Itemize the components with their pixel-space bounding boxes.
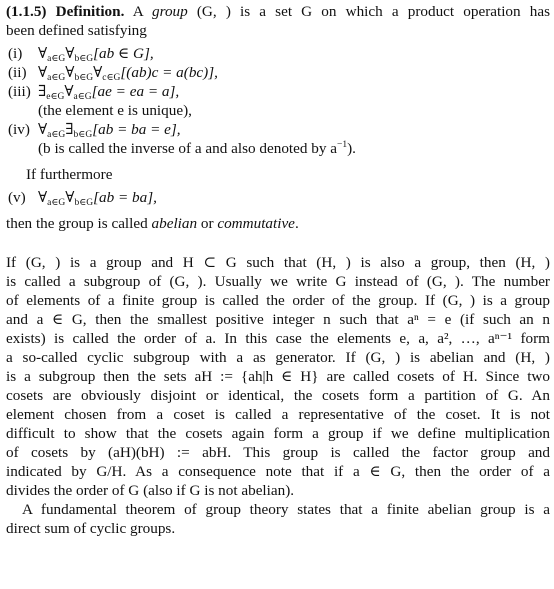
paragraph-line-12: indicated by G/H. As a consequence note that if a ∈ G, then the order of a: [6, 463, 550, 480]
paragraph-line-1: If (G, ) is a group and H ⊂ G such that (H, ) is also a group, then (H, ): [6, 254, 550, 271]
note-inverse: [38, 139, 356, 161]
axiom-body: [ab ∈ G],: [93, 45, 154, 62]
note-text: ).: [347, 140, 356, 157]
quantifier: ∀: [65, 189, 75, 206]
quantifier: ∃: [65, 121, 74, 138]
note-text: (b is called the inverse of a and also denoted by a: [38, 140, 338, 157]
abelian-line: [6, 214, 299, 233]
paragraph-line-13: divides the order of G (also if G is not abelian).: [6, 482, 295, 499]
definition-header: [6, 2, 550, 21]
intro-text: A: [132, 3, 143, 20]
abelian-text: .: [294, 215, 299, 232]
axiom-number: (iii): [8, 83, 31, 100]
paragraph-line-4: and a ∈ G, then the smallest positive integer n such that aⁿ = e (if such an n: [6, 311, 550, 328]
term-abelian: abelian: [151, 215, 198, 232]
quantifier-subscript: b∈G: [74, 198, 94, 208]
axiom-number: (i): [8, 45, 23, 62]
quantifier-subscript: c∈G: [102, 73, 121, 83]
note-unique: (the element e is unique),: [38, 102, 192, 119]
furthermore-line: If furthermore: [26, 166, 113, 183]
paragraph-line-6: a so-called cyclic subgroup with a as generator. If (G, ) is abelian and (H, ): [6, 349, 550, 366]
paragraph-line-10: difficult to show that the cosets again form a group if we define multiplication: [6, 425, 550, 442]
quantifier-subscript: a∈G: [47, 73, 66, 83]
quantifier-subscript: a∈G: [73, 92, 92, 102]
quantifier-subscript: a∈G: [47, 54, 66, 64]
axiom-number: (ii): [8, 64, 27, 81]
quantifier: ∃: [38, 83, 47, 100]
quantifier: ∀: [38, 45, 48, 62]
axiom-body: [(ab)c = a(bc)],: [120, 64, 218, 81]
abelian-text: then the group is called: [6, 215, 148, 232]
quantifier-subscript: b∈G: [74, 73, 94, 83]
paragraph-line-3: of elements of a finite group is called the order of the group. If (G, ) is a group: [6, 292, 550, 309]
quantifier: ∀: [38, 121, 48, 138]
quantifier-subscript: b∈G: [74, 54, 94, 64]
term-group: group: [152, 3, 188, 20]
axiom-body: [ae = ea = a],: [91, 83, 180, 100]
axiom-number: (iv): [8, 121, 30, 138]
paragraph-line-11: of cosets by (aH)(bH) := abH. This group is called the factor group and: [6, 444, 550, 461]
axiom-body: [ab = ba = e],: [92, 121, 181, 138]
quantifier: ∀: [38, 64, 48, 81]
paragraph-line-7: is a subgroup then the sets aH := {ah|h ∈ H} are called cosets of H. Since two: [6, 368, 550, 385]
term-commutative: commutative: [217, 215, 295, 232]
intro-text: (G, ) is a set G on which a product operation has: [196, 3, 551, 20]
theorem-line-2: direct sum of cyclic groups.: [6, 520, 176, 537]
quantifier: ∀: [93, 64, 103, 81]
axiom-body: [ab = ba],: [93, 189, 157, 206]
intro-line: been defined satisfying: [6, 22, 147, 39]
paragraph-line-5: exists) is called the order of a. In this case the elements e, a, a², …, aⁿ⁻¹ form: [6, 330, 550, 347]
abelian-text: or: [200, 215, 214, 232]
quantifier: ∀: [65, 64, 75, 81]
quantifier: ∀: [38, 189, 48, 206]
theorem-line-1: A fundamental theorem of group theory states that a finite abelian group is a: [22, 501, 550, 518]
paragraph-line-8: cosets are obviously disjoint or identical, the cosets form a partition of G. An: [6, 387, 550, 404]
quantifier-subscript: a∈G: [47, 130, 66, 140]
paragraph-line-2: is called a subgroup of (G, ). Usually we write G instead of (G, ). The number: [6, 273, 550, 290]
axiom-v: [8, 188, 157, 210]
quantifier-subscript: e∈G: [46, 92, 65, 102]
quantifier-subscript: a∈G: [47, 198, 66, 208]
axiom-number: (v): [8, 189, 26, 206]
quantifier: ∀: [65, 45, 75, 62]
paragraph-line-9: element chosen from a coset is called a representative of the coset. It is not: [6, 406, 550, 423]
definition-label: (1.1.5) Definition.: [6, 3, 125, 20]
quantifier-subscript: b∈G: [73, 130, 93, 140]
superscript: −1: [337, 140, 348, 150]
quantifier: ∀: [64, 83, 74, 100]
